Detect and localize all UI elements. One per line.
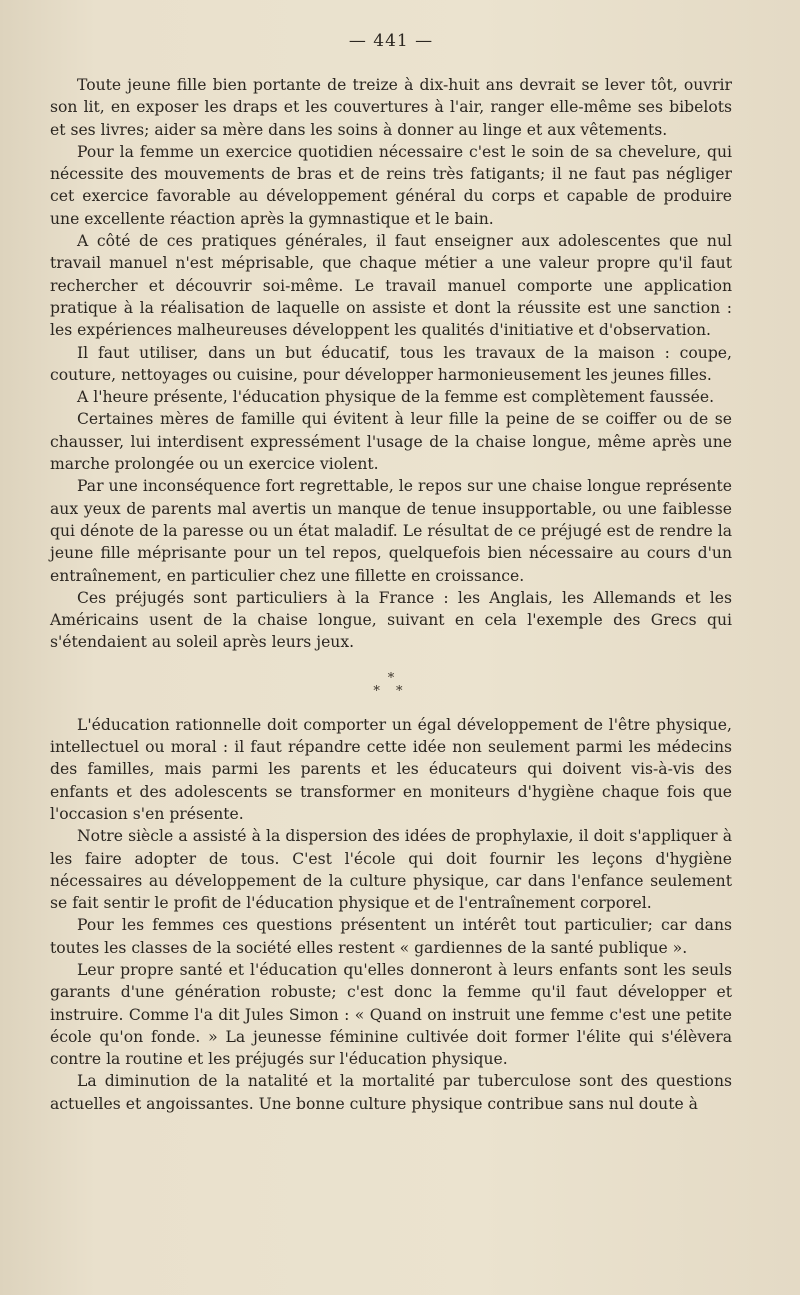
paragraph: A l'heure présente, l'éducation physique de la femme est complètement faussée. <box>77 388 715 407</box>
paragraph: Il faut utiliser, dans un but éducatif, tous les travaux de la maison : coupe, couture, nettoyages ou cuisine, pour développer harmonieusement les jeunes filles. <box>50 343 732 384</box>
paragraph: Certaines mères de famille qui évitent à leur fille la peine de se coiffer ou de se chausser, lui interdisent expressément l'usage de la chaise longue, même après une marche prolongée ou un exercice violent. <box>50 410 732 474</box>
paragraph: A côté de ces pratiques générales, il faut enseigner aux adolescentes que nul travail manuel n'est méprisable, que chaque métier a une valeur propre qu'il faut rechercher et découvrir soi-même. Le travail manuel comporte une application pratique à la réalisation de laquelle on assiste et dont la réussite est une sanction : les expériences malheureuses développent les qualités d'initiative et d'observation. <box>50 232 732 340</box>
section-physical-education-girls <box>50 74 732 654</box>
paragraph: Leur propre santé et l'éducation qu'elles donneront à leurs enfants sont les seuls garants d'une génération robuste; c'est donc la femme qu'il faut développer et instruire. Comme l'a dit Jules Simon : « Quand on instruit une femme c'est une petite école qu'on fonde. » La jeunesse féminine cultivée doit former l'élite qui s'élèvera contre la routine et les préjugés sur l'éducation physique. <box>50 960 732 1069</box>
page-number: — 441 — <box>348 31 434 51</box>
paragraph: Par une inconséquence fort regrettable, le repos sur une chaise longue représente aux yeux de parents mal avertis un manque de tenue insupportable, ou une faiblesse qui dénote de la paresse ou un état maladif. Le résultat de ce préjugé est de rendre la jeune fille méprisante pour un tel repos, quelquefois bien nécessaire au cours d'un entraînement, en particulier chez une fillette en croissance. <box>50 477 732 585</box>
paragraph: L'éducation rationnelle doit comporter un égal développement de l'être physique, intellectuel ou moral : il faut répandre cette idée non seulement parmi les médecins des familles, mais parmi les parents et les éducateurs qui doivent vis-à-vis des enfants et des adolescents se transformer en moniteurs d'hygiène chaque fois que l'occasion s'en présente. <box>50 715 732 823</box>
separator-star-top: * <box>387 670 395 686</box>
paragraph: Toute jeune fille bien portante de treize à dix-huit ans devrait se lever tôt, ouvrir son lit, en exposer les draps et les couvertures à l'air, ranger elle-même ses bibelots et ses livres; aider sa mère dans les soins à donner au linge et aux vêtements. <box>50 76 732 139</box>
paragraph: Ces préjugés sont particuliers à la France : les Anglais, les Allemands et les Américains usent de la chaise longue, suivant en cela l'exemple des Grecs qui s'étendaient au soleil après leurs jeux. <box>50 588 732 652</box>
asterism-separator <box>50 654 732 714</box>
paragraph: Pour les femmes ces questions présentent un intérêt tout particulier; car dans toutes les classes de la société elles restent « gardiennes de la santé publique ». <box>50 916 732 957</box>
separator-star-bottom: * * <box>373 683 409 699</box>
paragraph: Notre siècle a assisté à la dispersion des idées de prophylaxie, il doit s'appliquer à les faire adopter de tous. C'est l'école qui doit fournir les leçons d'hygiène nécessaires au développement de la culture physique, car dans l'enfance seulement se fait sentir le profit de l'éducation physique et de l'entraînement corporel. <box>50 827 732 913</box>
paragraph: Pour la femme un exercice quotidien nécessaire c'est le soin de sa chevelure, qui nécessite des mouvements de bras et de reins très fatigants; il ne faut pas négliger cet exercice favorable au développement général du corps et capable de produire une excellente réaction après la gymnastique et le bain. <box>50 142 732 228</box>
section-rational-education <box>50 714 732 1115</box>
paragraph: La diminution de la natalité et la mortalité par tuberculose sont des questions actuelles et angoissantes. Une bonne culture physique contribue sans nul doute à <box>50 1072 732 1113</box>
